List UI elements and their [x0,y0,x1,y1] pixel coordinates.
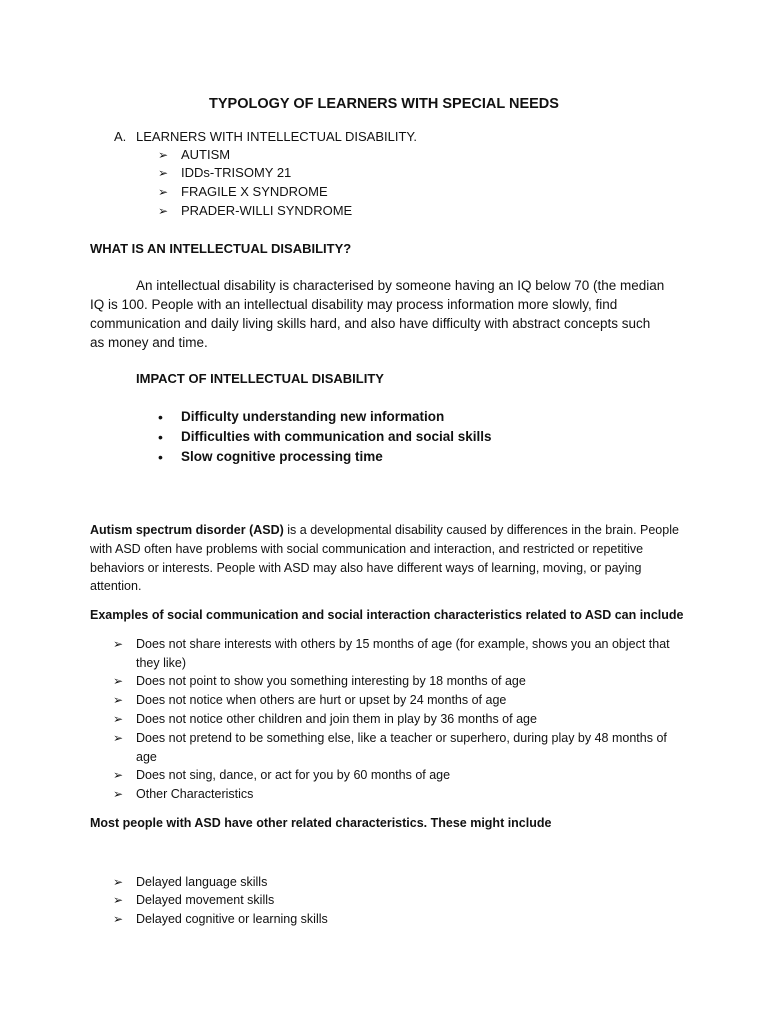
list-item: Does not notice other children and join them in play by 36 months of age [136,712,537,726]
examples-heading: Examples of social communication and social interaction characteristics related to ASD can include [90,608,684,622]
paragraph-line: as money and time. [90,335,208,350]
list-item: Does not sing, dance, or act for you by 60 months of age [136,768,451,782]
list-item: Difficulties with communication and social skills [181,429,492,444]
arrow-bullet-icon: ➢ [113,731,124,745]
list-item: PRADER-WILLI SYNDROME [181,203,353,218]
asd-paragraph-line: attention. [90,579,142,593]
asd-line-text: is a developmental disability caused by differences in the brain. People [287,523,679,537]
list-item: Difficulty understanding new information [181,409,445,424]
paragraph-line: IQ is 100. People with an intellectual disability may process information more slowly, find [90,297,618,312]
list-item: IDDs-TRISOMY 21 [181,165,292,180]
list-item: Does not point to show you something interesting by 18 months of age [136,674,526,688]
asd-term: Autism spectrum disorder (ASD) [90,523,284,537]
list-item: Delayed movement skills [136,893,275,907]
asd-paragraph-line [90,521,679,539]
list-item: Delayed cognitive or learning skills [136,912,328,926]
arrow-bullet-icon: ➢ [158,166,169,180]
arrow-bullet-icon: ➢ [113,693,124,707]
arrow-bullet-icon: ➢ [113,768,124,782]
section-a-marker: A. [114,129,127,144]
list-item: Other Characteristics [136,787,254,801]
list-item: FRAGILE X SYNDROME [181,184,328,199]
question-heading: WHAT IS AN INTELLECTUAL DISABILITY? [90,241,352,256]
bullet-icon: • [158,429,163,445]
arrow-bullet-icon: ➢ [113,712,124,726]
list-item-continuation: they like) [136,656,187,670]
arrow-bullet-icon: ➢ [158,148,169,162]
arrow-bullet-icon: ➢ [113,637,124,651]
list-item: Does not notice when others are hurt or upset by 24 months of age [136,693,507,707]
bullet-icon: • [158,409,163,425]
list-item-continuation: age [136,750,157,764]
related-heading: Most people with ASD have other related characteristics. These might include [90,816,552,830]
list-item: Slow cognitive processing time [181,449,383,464]
arrow-bullet-icon: ➢ [158,185,169,199]
bullet-icon: • [158,449,163,465]
paragraph-line: An intellectual disability is characterised by someone having an IQ below 70 (the median [136,278,665,293]
arrow-bullet-icon: ➢ [113,893,124,907]
page-title: TYPOLOGY OF LEARNERS WITH SPECIAL NEEDS [209,96,559,112]
list-item: Does not pretend to be something else, like a teacher or superhero, during play by 48 months of [136,731,667,745]
arrow-bullet-icon: ➢ [158,204,169,218]
impact-heading: IMPACT OF INTELLECTUAL DISABILITY [136,371,384,386]
arrow-bullet-icon: ➢ [113,787,124,801]
arrow-bullet-icon: ➢ [113,674,124,688]
list-item: Does not share interests with others by 15 months of age (for example, shows you an object that [136,637,670,651]
list-item: AUTISM [181,147,231,162]
arrow-bullet-icon: ➢ [113,912,124,926]
arrow-bullet-icon: ➢ [113,875,124,889]
paragraph-line: communication and daily living skills hard, and also have difficulty with abstract concepts such [90,316,651,331]
list-item: Delayed language skills [136,875,268,889]
asd-paragraph-line: with ASD often have problems with social communication and interaction, and restricted or repetitive [90,542,644,556]
asd-paragraph-line: behaviors or interests. People with ASD may also have different ways of learning, moving, or paying [90,561,642,575]
section-a-heading: LEARNERS WITH INTELLECTUAL DISABILITY. [136,129,418,144]
